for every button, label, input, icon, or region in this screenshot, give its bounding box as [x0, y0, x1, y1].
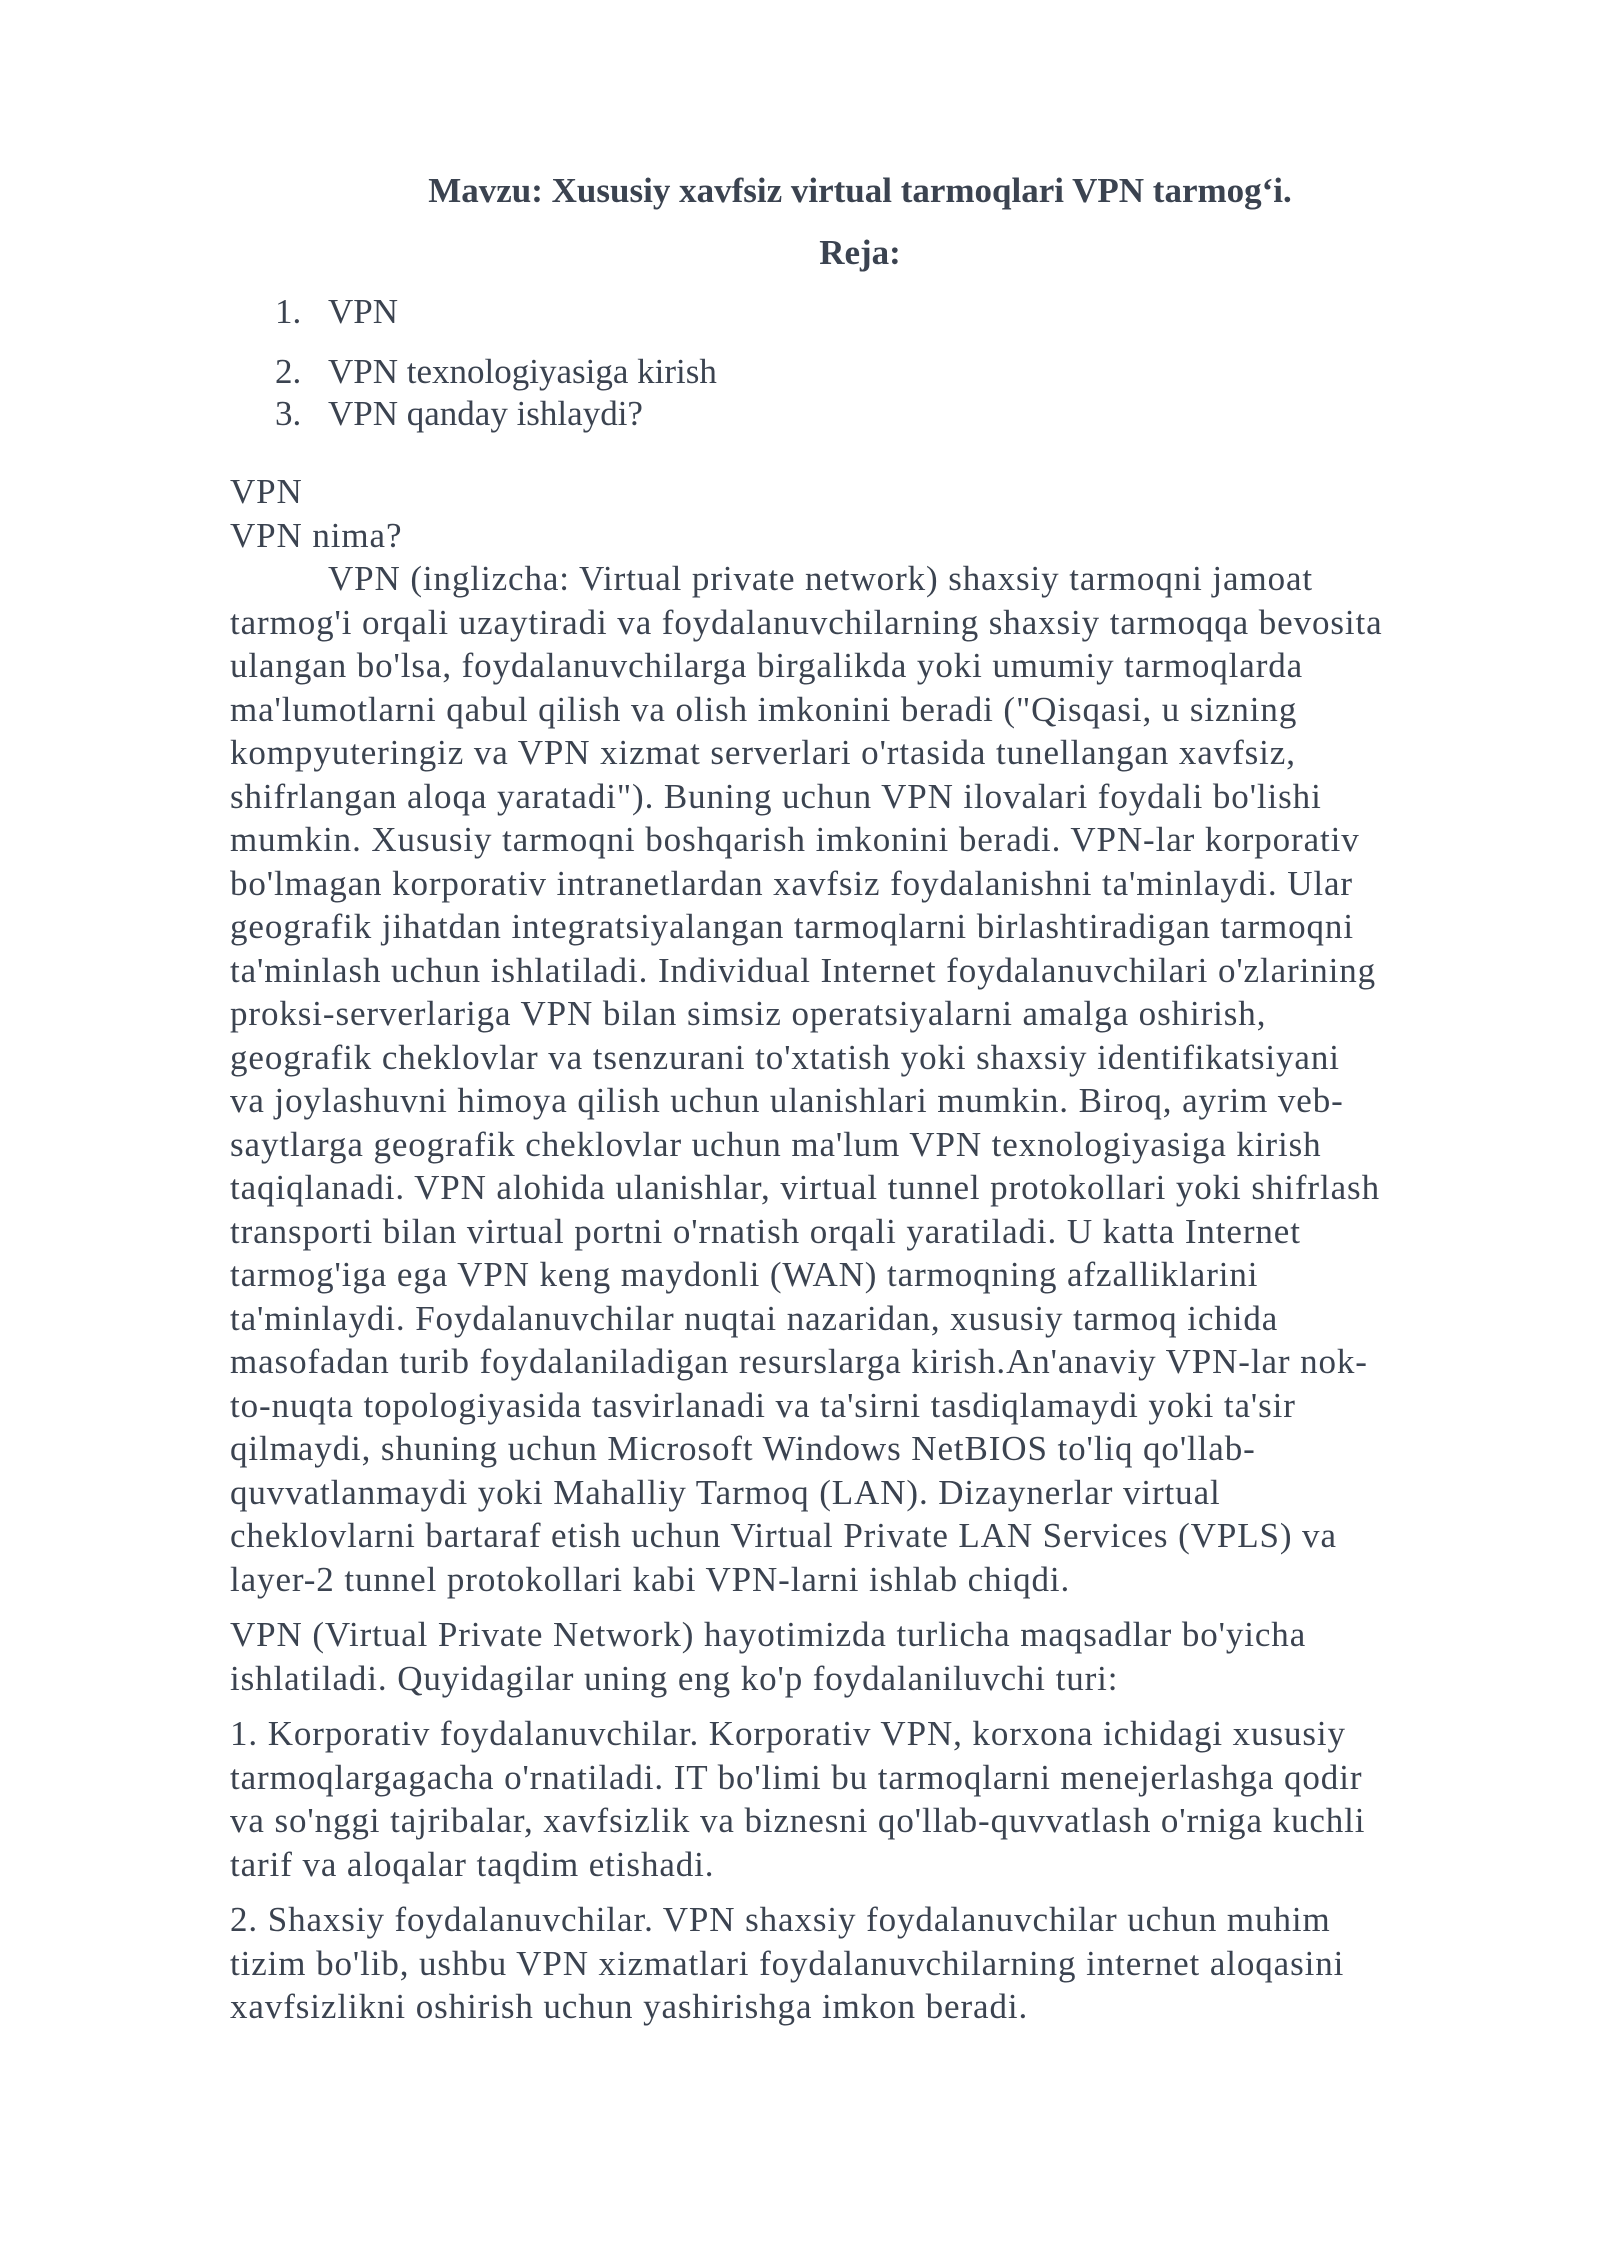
paragraph-line: 2. Shaxsiy foydalanuvchilar. VPN shaxsiy foydalanuvchilar uchun muhim [230, 1900, 1331, 1939]
plan-item-text: VPN [328, 292, 399, 331]
paragraph-line: saytlarga geografik cheklovlar uchun ma'lum VPN texnologiyasiga kirish [230, 1124, 1322, 1164]
paragraph-line: ulangan bo'lsa, foydalanuvchilarga birgalikda yoki umumiy tarmoqlarda [230, 646, 1304, 685]
paragraph-line: ta'minlash uchun ishlatiladi. Individual Internet foydalanuvchilari o'zlarining [230, 950, 1377, 990]
paragraph-line: xavfsizlikni oshirish uchun yashirishga imkon beradi. [230, 1987, 1029, 2026]
paragraph-line: ishlatiladi. Quyidagilar uning eng ko'p foydalaniluvchi turi: [230, 1658, 1119, 1698]
paragraph-line: ma'lumotlarni qabul qilish va olish imkonini beradi ("Qisqasi, u sizning [230, 689, 1298, 729]
paragraph-line: bo'lmagan korporativ intranetlardan xavfsiz foydalanishni ta'minlaydi. Ular [230, 863, 1353, 903]
plan-item-number: 1. [275, 292, 302, 331]
paragraph-line: tarmog'i orqali uzaytiradi va foydalanuvchilarning shaxsiy tarmoqqa bevosita [230, 602, 1383, 642]
paragraph-line: tizim bo'lib, ushbu VPN xizmatlari foydalanuvchilarning internet aloqasini [230, 1943, 1345, 1983]
plan-item [275, 393, 717, 435]
plan-item-number: 2. [275, 352, 302, 391]
paragraph-line: VPN (Virtual Private Network) hayotimizda turlicha maqsadlar bo'yicha [230, 1615, 1307, 1654]
paragraph-line: proksi-serverlariga VPN bilan simsiz operatsiyalarni amalga oshirish, [230, 994, 1267, 1033]
paragraph-line: geografik jihatdan integratsiyalangan tarmoqlarni birlashtiradigan tarmoqni [230, 907, 1354, 946]
paragraph-line: kompyuteringiz va VPN xizmat serverlari o'rtasida tunellangan xavfsiz, [230, 733, 1296, 772]
paragraph-line: masofadan turib foydalaniladigan resurslarga kirish.An'anaviy VPN-lar nok- [230, 1342, 1368, 1381]
paragraph-line: tarmoqlargagacha o'rnatiladi. IT bo'limi bu tarmoqlarni menejerlashga qodir [230, 1757, 1363, 1797]
paragraph-line: quvvatlanmaydi yoki Mahalliy Tarmoq (LAN). Dizaynerlar virtual [230, 1472, 1221, 1512]
plan-item [275, 351, 717, 393]
paragraph-line: layer-2 tunnel protokollari kabi VPN-larni ishlab chiqdi. [230, 1559, 1071, 1599]
paragraph-vpn-definition [230, 557, 1500, 1601]
paragraph-line: shifrlangan aloqa yaratadi"). Buning uchun VPN ilovalari foydali bo'lishi [230, 776, 1322, 816]
paragraph-line: cheklovlarni bartaraf etish uchun Virtual Private LAN Services (VPLS) va [230, 1516, 1337, 1555]
paragraph-line: to-nuqta topologiyasida tasvirlanadi va ta'sirni tasdiqlamaydi yoki ta'sir [230, 1385, 1296, 1425]
paragraph-line: va so'nggi tajribalar, xavfsizlik va biznesni qo'llab-quvvatlash o'rniga kuchli [230, 1801, 1366, 1840]
paragraph-line: qilmaydi, shuning uchun Microsoft Windows NetBIOS to'liq qo'llab- [230, 1429, 1256, 1468]
paragraph-line: transporti bilan virtual portni o'rnatish orqali yaratiladi. U katta Internet [230, 1211, 1301, 1251]
document-body [230, 470, 1500, 2029]
document-title: Mavzu: Xususiy xavfsiz virtual tarmoqlari VPN tarmog‘i. [428, 171, 1292, 210]
plan-item-text: VPN qanday ishlaydi? [328, 394, 643, 433]
paragraph-line: tarmog'iga ega VPN keng maydonli (WAN) tarmoqning afzalliklarini [230, 1255, 1259, 1294]
paragraph-line: geografik cheklovlar va tsenzurani to'xtatish yoki shaxsiy identifikatsiyani [230, 1037, 1340, 1077]
subheading: VPN nima? [230, 515, 403, 555]
plan-item-number: 3. [275, 394, 302, 433]
paragraph-line: 1. Korporativ foydalanuvchilar. Korporativ VPN, korxona ichidagi xususiy [230, 1714, 1346, 1753]
plan-list [275, 291, 717, 435]
plan-heading: Reja: [819, 233, 901, 272]
plan-item-text: VPN texnologiyasiga kirish [328, 352, 717, 391]
paragraph-personal-users [230, 1898, 1500, 2029]
section-heading: VPN [230, 472, 303, 511]
paragraph-line: mumkin. Xususiy tarmoqni boshqarish imkonini beradi. VPN-lar korporativ [230, 820, 1360, 859]
paragraph-corporate-users [230, 1712, 1500, 1886]
paragraph-line: va joylashuvni himoya qilish uchun ulanishlari mumkin. Biroq, ayrim veb- [230, 1081, 1344, 1120]
paragraph-vpn-usage [230, 1613, 1500, 1700]
paragraph-line: VPN (inglizcha: Virtual private network) shaxsiy tarmoqni jamoat [328, 559, 1314, 598]
plan-item [275, 291, 717, 333]
paragraph-line: tarif va aloqalar taqdim etishadi. [230, 1844, 715, 1884]
paragraph-line: ta'minlaydi. Foydalanuvchilar nuqtai nazaridan, xususiy tarmoq ichida [230, 1298, 1279, 1338]
paragraph-line: taqiqlanadi. VPN alohida ulanishlar, virtual tunnel protokollari yoki shifrlash [230, 1168, 1380, 1207]
